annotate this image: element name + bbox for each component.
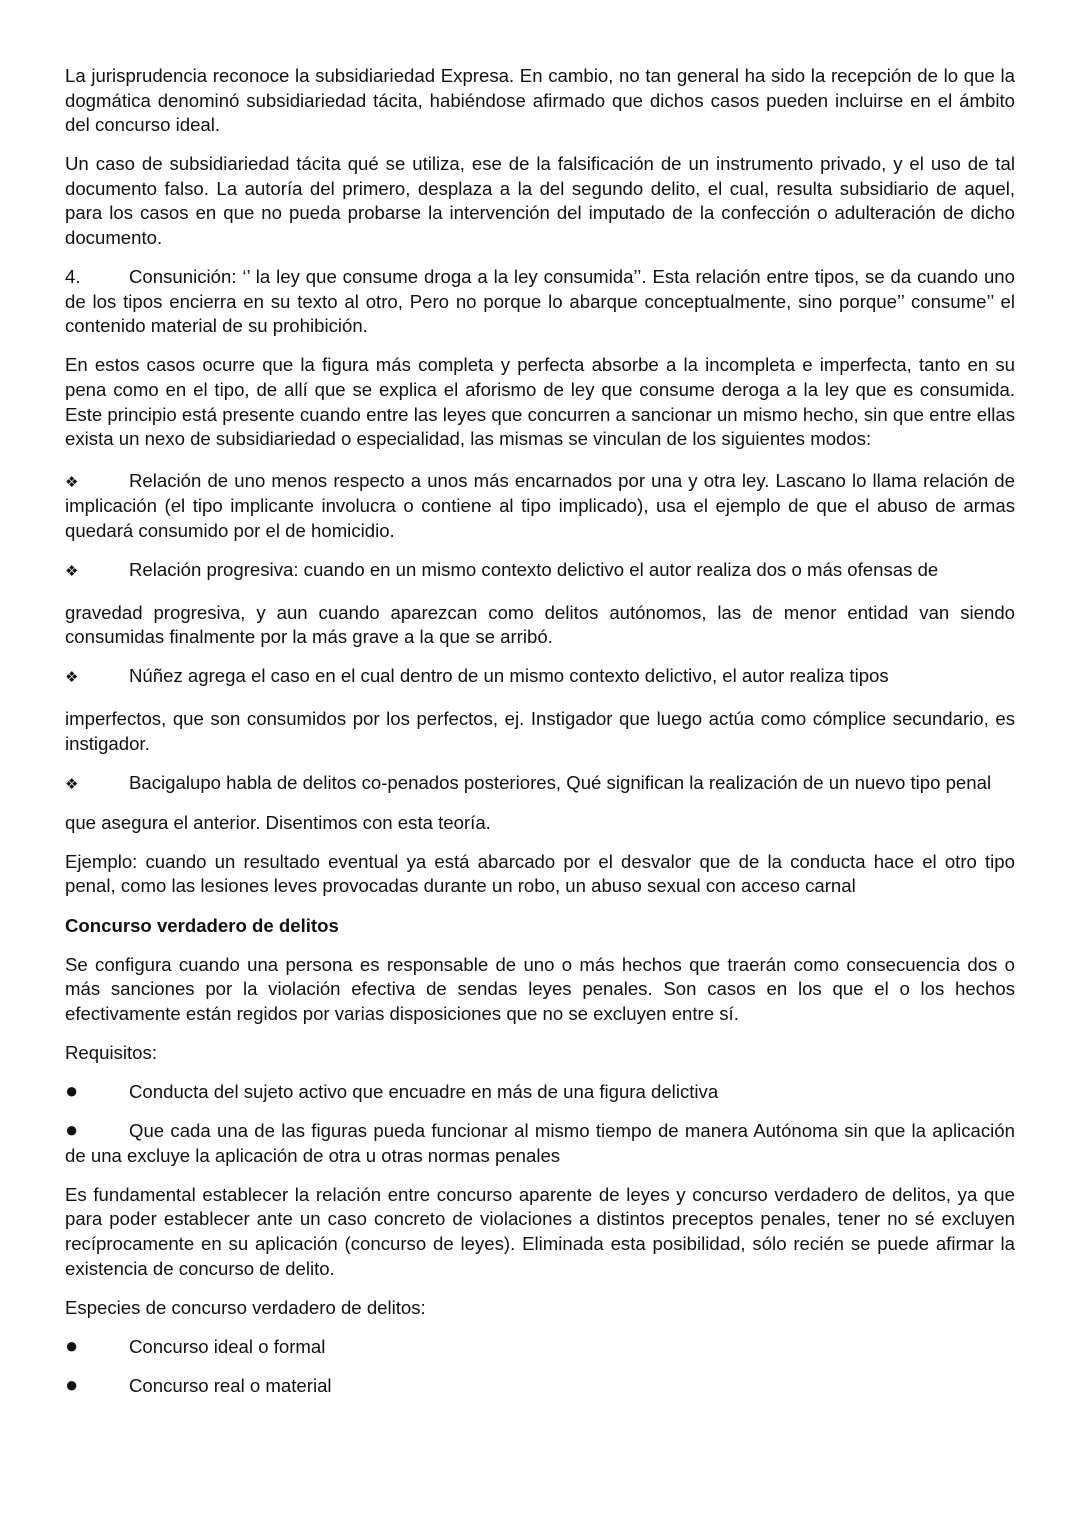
diamond-bullet-icon: ❖	[65, 562, 79, 581]
list-item	[65, 1371, 1015, 1399]
list-item	[65, 1080, 1015, 1105]
dot-bullet-icon: ●	[65, 1332, 79, 1358]
paragraph: gravedad progresiva, y aun cuando aparezcan como delitos autónomos, las de menor entidad van siendo consumidas finalmente por la más grave a la que se arribó.	[65, 601, 1015, 648]
list-item	[65, 664, 1015, 690]
list-item-text: Que cada una de las figuras pueda funcionar al mismo tiempo de manera Autónoma sin que la aplicación de una excluye la aplicación de otra u otras normas penales	[65, 1120, 1015, 1166]
paragraph: Ejemplo: cuando un resultado eventual ya está abarcado por el desvalor que de la conducta hace el otro tipo penal, como las lesiones leves provocadas durante un robo, un abuso sexual con acceso carnal	[65, 850, 1015, 897]
paragraph-text: Consunición: ‘’ la ley que consume droga a la ley consumida’’. Esta relación entre tipos, se da cuando uno de los tipos encierra en su texto al otro, Pero no porque lo abarque conceptualmente, sino porque’’ consume’’ el contenido material de su prohibición.	[65, 266, 1015, 337]
list-item	[65, 771, 1015, 797]
paragraph: En estos casos ocurre que la figura más completa y perfecta absorbe a la incompleta e imperfecta, tanto en su pena como en el tipo, de allí que se explica el aforismo de ley que consume deroga a la ley que es consumida. Este principio está presente cuando entre las leyes que concurren a sancionar un mismo hecho, sin que entre ellas exista un nexo de subsidiariedad o especialidad, las mismas se vinculan de los siguientes modos:	[65, 354, 1015, 450]
list-item-text: Relación de uno menos respecto a unos más encarnados por una y otra ley. Lascano lo llama relación de implicación (el tipo implicante involucra o contiene al tipo implicado), usa el ejemplo de que el abuso de armas quedará consumido por el de homicidio.	[65, 469, 1015, 541]
paragraph: que asegura el anterior. Disentimos con esta teoría.	[65, 811, 491, 833]
list-item-text: Concurso ideal o formal	[129, 1335, 326, 1357]
dot-bullet-icon: ●	[65, 1078, 79, 1103]
list-item-text: Conducta del sujeto activo que encuadre en más de una figura delictiva	[129, 1081, 719, 1102]
paragraph: Se configura cuando una persona es responsable de uno o más hechos que traerán como consecuencia dos o más sanciones por la violación efectiva de sendas leyes penales. Son casos en los que el o los hechos efectivamente están regidos por varias disposiciones que no se excluyen entre sí.	[65, 953, 1015, 1024]
diamond-bullet-icon: ❖	[65, 668, 79, 687]
paragraph: Requisitos:	[65, 1041, 157, 1063]
list-item-text: Relación progresiva: cuando en un mismo contexto delictivo el autor realiza dos o más ofensas de	[129, 559, 939, 581]
paragraph: imperfectos, que son consumidos por los perfectos, ej. Instigador que luego actúa como cómplice secundario, es instigador.	[65, 707, 1015, 754]
section-heading: Concurso verdadero de delitos	[65, 914, 339, 936]
paragraph: Un caso de subsidiariedad tácita qué se utiliza, ese de la falsificación de un instrumento privado, y el uso de tal documento falso. La autoría del primero, desplaza a la del segundo delito, el cual, resulta subsidiario de aquel, para los casos en que no pueda probarse la intervención del imputado de la confección o adulteración de dicho documento.	[65, 153, 1015, 249]
list-item	[65, 558, 1015, 584]
dot-bullet-icon: ●	[65, 1117, 79, 1143]
list-item-text: Núñez agrega el caso en el cual dentro de un mismo contexto delictivo, el autor realiza tipos	[129, 665, 889, 687]
list-number: 4.	[65, 266, 81, 288]
list-item	[65, 1332, 1015, 1360]
numbered-paragraph	[65, 265, 1015, 339]
document-page	[65, 64, 1015, 1413]
diamond-bullet-icon: ❖	[65, 472, 79, 491]
list-item	[65, 469, 1015, 544]
paragraph: La jurisprudencia reconoce la subsidiariedad Expresa. En cambio, no tan general ha sido la recepción de lo que la dogmática denominó subsidiariedad tácita, habiéndose afirmado que dichos casos pueden incluirse en el ámbito del concurso ideal.	[65, 65, 1015, 136]
list-item-text: Bacigalupo habla de delitos co-penados posteriores, Qué significan la realización de un nuevo tipo penal	[129, 771, 992, 793]
list-item	[65, 1119, 1015, 1168]
paragraph: Es fundamental establecer la relación entre concurso aparente de leyes y concurso verdadero de delitos, ya que para poder establecer ante un caso concreto de violaciones a distintos preceptos penales, tener no sé excluyen recíprocamente en su aplicación (concurso de leyes). Eliminada esta posibilidad, sólo recién se puede afirmar la existencia de concurso de delito.	[65, 1183, 1015, 1279]
dot-bullet-icon: ●	[65, 1371, 79, 1397]
paragraph: Especies de concurso verdadero de delitos:	[65, 1296, 426, 1318]
diamond-bullet-icon: ❖	[65, 774, 79, 793]
list-item-text: Concurso real o material	[129, 1374, 332, 1396]
